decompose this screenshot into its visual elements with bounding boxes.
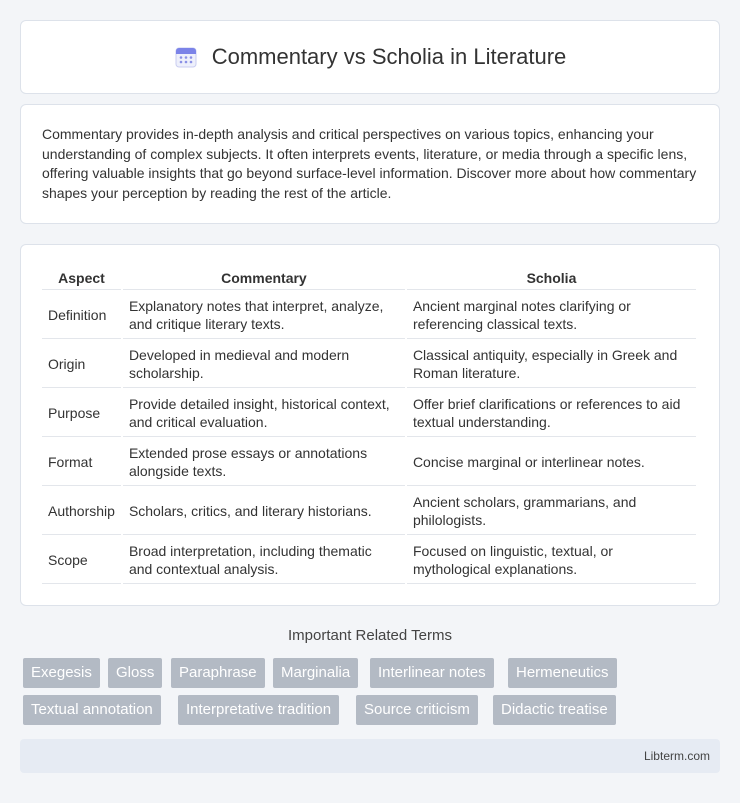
tag-interpretative-tradition[interactable]: Interpretative tradition [178, 695, 339, 725]
row-aspect: Origin [42, 341, 121, 388]
tag-exegesis[interactable]: Exegesis [23, 658, 100, 688]
tag-interlinear-notes[interactable]: Interlinear notes [370, 658, 494, 688]
intro-text: Commentary provides in-depth analysis and critical perspectives on various topics, enhancing your understanding of complex subjects. It often interprets events, literature, or media through a specific lens, offering valuable insights that go beyond surface-level information. Discover more about how commentary shapes your perception by reading the rest of the article. [42, 126, 697, 201]
row-commentary: Provide detailed insight, historical context, and critical evaluation. [123, 390, 405, 437]
table-row [42, 488, 696, 535]
intro-card [20, 104, 720, 224]
tag-textual-annotation[interactable]: Textual annotation [23, 695, 161, 725]
row-scholia: Offer brief clarifications or references to aid textual understanding. [407, 390, 696, 437]
row-aspect: Authorship [42, 488, 121, 535]
header-commentary: Commentary [123, 267, 405, 290]
tag-paraphrase[interactable]: Paraphrase [171, 658, 265, 688]
row-aspect: Definition [42, 292, 121, 339]
row-aspect: Format [42, 439, 121, 486]
header-card [20, 20, 720, 94]
footer-site-link[interactable]: Libterm.com [643, 749, 710, 763]
row-scholia: Concise marginal or interlinear notes. [407, 439, 696, 486]
comparison-table [40, 265, 698, 586]
comparison-card [20, 244, 720, 606]
table-row [42, 341, 696, 388]
row-aspect: Purpose [42, 390, 121, 437]
row-scholia: Ancient marginal notes clarifying or referencing classical texts. [407, 292, 696, 339]
row-scholia: Classical antiquity, especially in Greek and Roman literature. [407, 341, 696, 388]
row-commentary: Extended prose essays or annotations alongside texts. [123, 439, 405, 486]
table-row [42, 439, 696, 486]
tag-source-criticism[interactable]: Source criticism [356, 695, 478, 725]
row-commentary: Explanatory notes that interpret, analyze, and critique literary texts. [123, 292, 405, 339]
related-terms-title: Important Related Terms [288, 627, 452, 644]
row-scholia: Ancient scholars, grammarians, and philologists. [407, 488, 696, 535]
page-title: Commentary vs Scholia in Literature [211, 44, 567, 69]
row-aspect: Scope [42, 537, 121, 584]
header-scholia: Scholia [407, 267, 696, 290]
tag-didactic-treatise[interactable]: Didactic treatise [493, 695, 616, 725]
table-header-row [42, 267, 696, 290]
tag-marginalia[interactable]: Marginalia [273, 658, 358, 688]
tag-hermeneutics[interactable]: Hermeneutics [508, 658, 617, 688]
row-commentary: Developed in medieval and modern scholarship. [123, 341, 405, 388]
footer [20, 739, 720, 773]
calendar-icon [174, 45, 198, 69]
row-commentary: Broad interpretation, including thematic and contextual analysis. [123, 537, 405, 584]
tag-gloss[interactable]: Gloss [108, 658, 162, 688]
row-commentary: Scholars, critics, and literary historians. [123, 488, 405, 535]
header-aspect: Aspect [42, 267, 121, 290]
row-scholia: Focused on linguistic, textual, or mythological explanations. [407, 537, 696, 584]
table-row [42, 292, 696, 339]
table-row [42, 537, 696, 584]
table-row [42, 390, 696, 437]
